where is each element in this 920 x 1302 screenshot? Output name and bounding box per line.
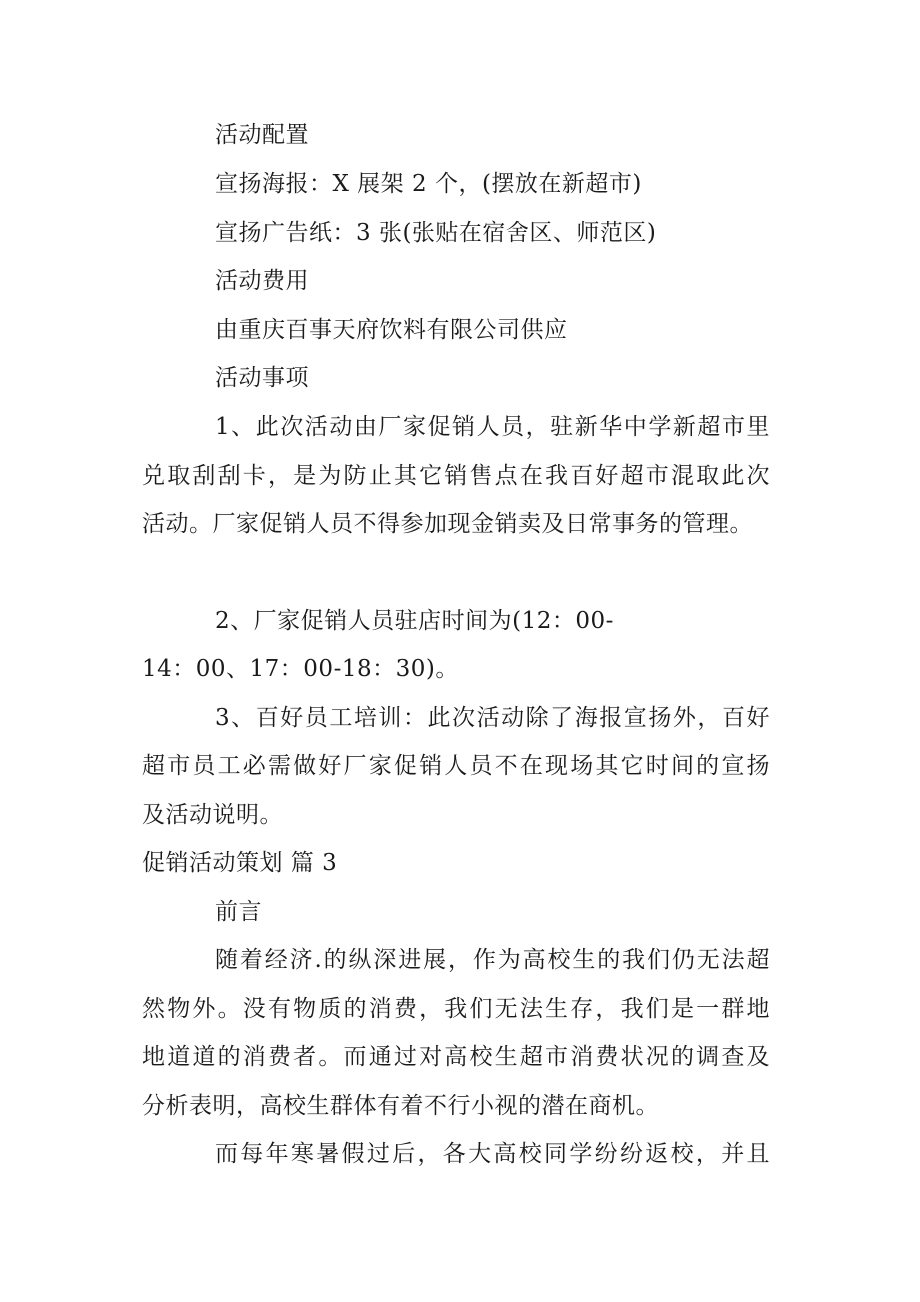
text-sponsor: 由重庆百事天府饮料有限公司供应 [215, 317, 568, 343]
paragraph-item-1-line-1: 1、此次活动由厂家促销人员，驻新华中学新超市里 [215, 414, 770, 440]
paragraph-item-3-line-3: 及活动说明。 [142, 802, 283, 828]
heading-activity-cost: 活动费用 [215, 268, 309, 294]
text-poster: 宣扬海报：X 展架 2 个，(摆放在新超市) [215, 171, 642, 197]
paragraph-item-2-line-1: 2、厂家促销人员驻店时间为(12：00- [215, 608, 614, 634]
paragraph-item-1-line-3: 活动。厂家促销人员不得参加现金销卖及日常事务的管理。 [142, 511, 753, 537]
paragraph-item-3-line-2: 超市员工必需做好厂家促销人员不在现场其它时间的宣扬 [142, 753, 770, 779]
paragraph-item-1-line-2: 兑取刮刮卡，是为防止其它销售点在我百好超市混取此次 [142, 463, 770, 489]
heading-preface: 前言 [215, 899, 262, 925]
text-flyer: 宣扬广告纸：3 张(张贴在宿舍区、师范区) [215, 220, 657, 246]
paragraph-preface-line-1: 随着经济.的纵深进展，作为高校生的我们仍无法超 [215, 947, 770, 973]
paragraph-item-3-line-1: 3、百好员工培训：此次活动除了海报宣扬外，百好 [215, 705, 770, 731]
paragraph-preface-line-3: 地道道的消费者。而通过对高校生超市消费状况的调查及 [142, 1044, 770, 1070]
paragraph-preface-line-4: 分析表明，高校生群体有着不行小视的潜在商机。 [142, 1093, 659, 1119]
heading-activity-items: 活动事项 [215, 365, 309, 391]
paragraph-item-2-line-2: 14：00、17：00-18：30)。 [142, 656, 459, 682]
paragraph-preface-line-2: 然物外。没有物质的消费，我们无法生存，我们是一群地 [142, 996, 770, 1022]
heading-activity-config: 活动配置 [215, 122, 309, 148]
paragraph-return-line-1: 而每年寒暑假过后，各大高校同学纷纷返校，并且 [215, 1141, 770, 1167]
section-title: 促销活动策划 篇 3 [142, 850, 338, 876]
